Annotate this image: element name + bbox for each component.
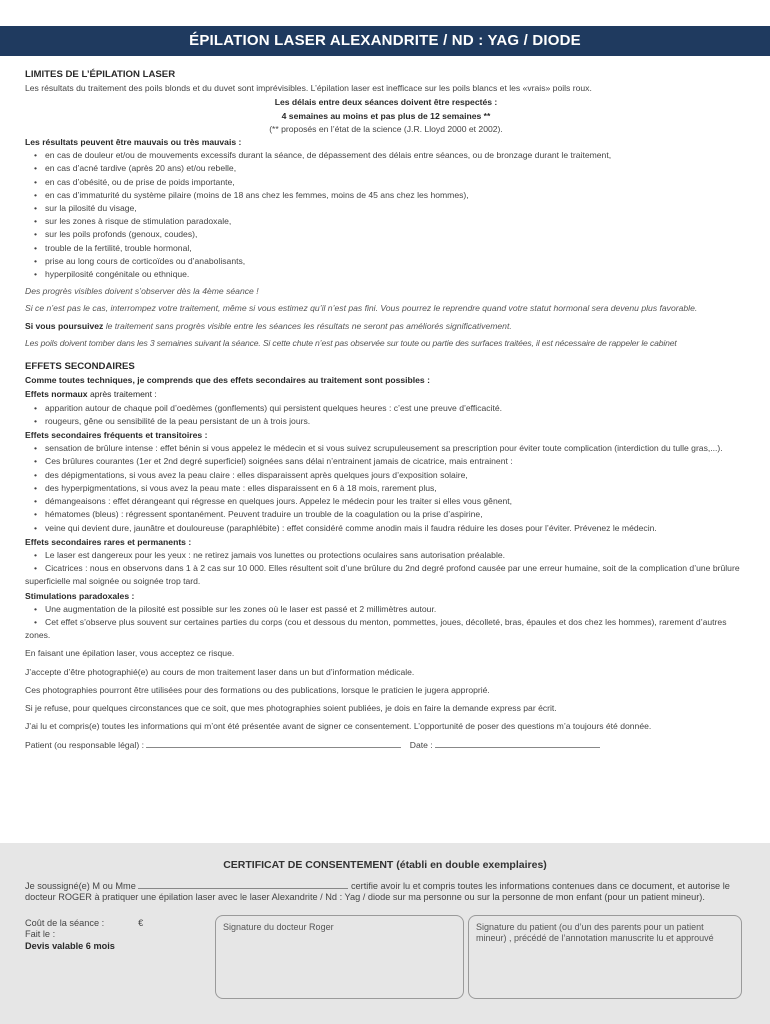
continue-note [25,320,747,333]
list-item: • Cet effet s’observe plus souvent sur certaines parties du corps (cou et dessous du menton, pommettes, joues, décolleté, bras, épaules et dos chez les hommes), rarement d’autres zones. [25,616,747,642]
certificate-line-1b: certifie avoir lu et compris toutes les informations contenues dans ce document, [350,881,675,891]
list-item: • Le laser est dangereux pour les yeux : ne retirez jamais vos lunettes ou protections oculaires sans autorisation préalable. [25,549,747,562]
photo-consent-3: Si je refuse, pour quelques circonstances que ce soit, que mes photographies soient publiées, je dois en faire la demande express par écrit. [25,702,557,713]
progress-note: Des progrès visibles doivent s’observer dès la 4ème séance ! [25,286,259,297]
list-item: • en cas d’obésité, ou de prise de poids importante, [25,176,747,189]
date-field[interactable] [435,738,600,748]
cost-label: Coût de la séance : [25,918,105,928]
document-body [25,68,747,753]
bad-results-list [25,149,747,281]
rare-effects-heading: Effets secondaires rares et permanents : [25,536,192,547]
normal-effects-bold: Effets normaux [25,389,88,400]
list-item: • sensation de brûlure intense : effet bénin si vous appelez le médecin et si vous suivez scrupuleusement sa prescription pour éviter toute complication (interdiction du tulle gras,...). [25,442,747,455]
cost-row [25,918,205,929]
consent-certificate [0,843,770,1024]
list-item: • hématomes (bleus) : régressent spontanément. Peuvent traduire un trouble de la coagulation ou la prise d’aspirine, [25,508,747,521]
list-item: • sur les zones à risque de stimulation paradoxale, [25,215,747,228]
patient-name-blank[interactable] [138,879,348,889]
certificate-line-1a: Je soussigné(e) M ou Mme [25,881,136,891]
list-item: • démangeaisons : effet dérangeant qui régresse en quelques jours. Appelez le médecin pour les traiter si elles vous gênent, [25,495,747,508]
list-item: • apparition autour de chaque poil d’oedèmes (gonflements) qui persistent quelques heures : c’est une preuve d’efficacité. [25,402,747,415]
frequent-effects-list [25,442,747,534]
list-item: • hyperpilosité congénitale ou ethnique. [25,268,747,281]
effects-intro: Comme toutes techniques, je comprends que des effets secondaires au traitement sont possibles : [25,375,430,386]
read-statement: J’ai lu et compris(e) toutes les informations qui m’ont été présentée avant de signer ce consentement. L’opportunité de poser des questions m’a toujours été donnée. [25,721,652,732]
list-item: • des hyperpigmentations, si vous avez la peau mate : elles disparaissent en 6 à 18 mois, rarement plus, [25,482,747,495]
patient-signature-line [25,738,747,752]
list-item: • sur les poils profonds (genoux, coudes), [25,228,747,241]
paradox-heading: Stimulations paradoxales : [25,590,135,601]
page-title: ÉPILATION LASER ALEXANDRITE / ND : YAG / DIODE [189,32,581,49]
patient-name-field[interactable] [146,738,401,748]
certificate-line-2: et autorise le docteur ROGER à pratiquer une épilation laser avec le laser Alexandrite / Nd : Yag / diode sur ma personne ou sur la personne de mon enfant (pour un patient mineur). [25,881,730,903]
rare-effects-list [25,549,747,589]
delay-line-1: Les délais entre deux séances doivent être respectés : [274,97,498,108]
certificate-title: CERTIFICAT DE CONSENTEMENT (établi en double exemplaires) [223,859,547,871]
list-item: • des dépigmentations, si vous avez la peau claire : elles disparaissent après quelques jours d’exposition solaire, [25,469,747,482]
patient-label: Patient (ou responsable légal) : [25,740,144,751]
list-item: • rougeurs, gêne ou sensibilité de la peau persistant de un à trois jours. [25,415,747,428]
frequent-effects-heading: Effets secondaires fréquents et transitoires : [25,430,208,441]
accept-risk: En faisant une épilation laser, vous acceptez ce risque. [25,648,235,659]
place-label: Fait le : [25,929,56,940]
bad-results-heading: Les résultats peuvent être mauvais ou très mauvais : [25,137,242,148]
list-item: • en cas d’immaturité du système pilaire (moins de 18 ans chez les femmes, moins de 45 ans chez les hommes), [25,189,747,202]
certificate-text [25,879,745,904]
date-label: Date : [409,740,433,751]
photo-consent-2: Ces photographies pourront être utilisées pour des formations ou des publications, lorsque le praticien le jugera approprié. [25,684,490,695]
list-item: • Une augmentation de la pilosité est possible sur les zones où le laser est passé et 2 millimètres autour. [25,603,747,616]
effects-heading: EFFETS SECONDAIRES [25,361,135,373]
page-title-banner [0,26,770,56]
doctor-signature-box[interactable] [215,915,464,999]
limits-heading: LIMITES DE L’ÉPILATION LASER [25,69,176,80]
photo-consent-1: J’accepte d’être photographié(e) au cours de mon traitement laser dans un but d’information médicale. [25,666,415,677]
delay-line-2: 4 semaines au moins et pas plus de 12 semaines ** [281,110,491,121]
currency-symbol: € [138,918,144,928]
stop-note: Si ce n’est pas le cas, interrompez votre traitement, même si vous estimez qu’il n’est pas fini. Vous pourrez le reprendre quand votre statut hormonal sera devenu plus favorable. [25,303,698,314]
list-item: • sur la pilosité du visage, [25,202,747,215]
list-item: • trouble de la fertilité, trouble hormonal, [25,242,747,255]
list-item: • en cas de douleur et/ou de mouvements excessifs durant la séance, de dépassement des délais entre séances, ou de bronzage durant le traitement, [25,149,747,162]
normal-effects-rest: après traitement : [87,389,157,400]
limits-intro: Les résultats du traitement des poils blonds et du duvet sont imprévisibles. L’épilation laser est inefficace sur les poils blancs et les «vrais» poils roux. [25,83,592,94]
validity-note: Devis valable 6 mois [25,940,115,951]
delay-line-3: (** proposés en l’état de la science (J.R. Lloyd 2000 et 2002). [269,123,503,134]
patient-signature-box[interactable] [468,915,742,999]
list-item: • Cicatrices : nous en observons dans 1 à 2 cas sur 10 000. Elles résultent soit d’une brûlure du 2nd degré profond causée par une erreur humaine, soit de la complication d’une brûlure superficielle mal soignée ou soignée trop tard. [25,562,747,588]
list-item: • Ces brûlures courantes (1er et 2nd degré superficiel) soignées sans délai n’entrainent jamais de cicatrice, mais entrainent : [25,455,747,468]
normal-effects-heading [25,388,747,401]
list-item: • veine qui devient dure, jaunâtre et douloureuse (paraphlébite) : effet considéré comme anodin mais il faudra réduire les doses pour l’éviter. Prévenez le médecin. [25,522,747,535]
doctor-signature-label: Signature du docteur Roger [223,922,334,932]
continue-note-bold: Si vous poursuivez [25,320,104,331]
normal-effects-list [25,402,747,428]
list-item: • prise au long cours de corticoïdes ou d’anabolisants, [25,255,747,268]
list-item: • en cas d’acné tardive (après 20 ans) et/ou rebelle, [25,162,747,175]
continue-note-rest: le traitement sans progrès visible entre les séances les résultats ne seront pas améliorés significativement. [103,320,512,331]
paradox-list [25,603,747,643]
certificate-details [25,918,205,952]
patient-signature-label: Signature du patient (ou d’un des parents pour un patient mineur) , précédé de l’annotation manuscrite lu et approuvé [476,922,714,944]
fall-note: Les poils doivent tomber dans les 3 semaines suivant la séance. Si cette chute n’est pas observée sur toute ou partie des surfaces traitées, il est nécessaire de rappeler le cabinet [25,337,677,348]
